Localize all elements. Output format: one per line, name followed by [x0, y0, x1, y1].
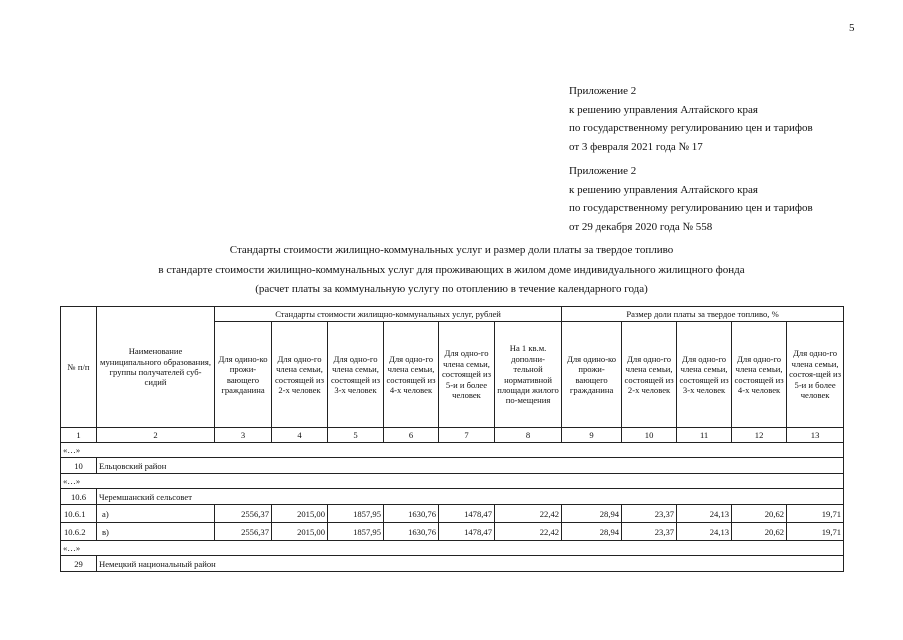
column-number: 3	[215, 428, 272, 443]
appendix-header-current	[569, 82, 813, 156]
column-number: 8	[495, 428, 562, 443]
appendix-line: по государственному регулированию цен и тарифов	[569, 122, 813, 134]
column-number: 7	[439, 428, 495, 443]
appendix-line: от 3 февраля 2021 года № 17	[569, 140, 703, 153]
table-row	[61, 505, 844, 523]
cell-value: 22,42	[495, 523, 562, 541]
council-row	[61, 489, 844, 505]
cell-value: 2556,37	[215, 505, 272, 523]
ellipsis-row	[61, 474, 844, 489]
header-std-family-4: Для одно-го члена семьи, состоящей из 4-х человек	[384, 322, 439, 428]
header-share-family-2: Для одно-го члена семьи, состоящей из 2-х человек	[622, 322, 677, 428]
cell-value: 2015,00	[272, 505, 328, 523]
standards-table	[60, 306, 844, 572]
header-share-family-4: Для одно-го члена семьи, состоящей из 4-х человек	[732, 322, 787, 428]
header-share-group: Размер доли платы за твердое топливо, %	[562, 307, 844, 322]
cell-value: 1857,95	[328, 505, 384, 523]
row-group: а)	[97, 505, 215, 523]
header-number: № п/п	[61, 307, 97, 428]
header-std-family-5plus: Для одно-го члена семьи, состоящей из 5-и и более человек	[439, 322, 495, 428]
district-row	[61, 556, 844, 572]
column-number: 2	[97, 428, 215, 443]
cell-value: 19,71	[787, 505, 844, 523]
column-number-row	[61, 428, 844, 443]
cell-value: 1630,76	[384, 505, 439, 523]
row-code: 10.6.2	[61, 523, 97, 541]
document-title	[60, 241, 843, 300]
column-number: 1	[61, 428, 97, 443]
row-code: 10.6.1	[61, 505, 97, 523]
ellipsis-mark: «…»	[61, 541, 844, 556]
ellipsis-mark: «…»	[61, 443, 844, 458]
appendix-line: к решению управления Алтайского края	[569, 183, 758, 196]
cell-value: 2015,00	[272, 523, 328, 541]
cell-value: 23,37	[622, 523, 677, 541]
column-number: 13	[787, 428, 844, 443]
title-line: (расчет платы за коммунальную услугу по отоплению в течение календарного года)	[255, 283, 648, 295]
appendix-line: Приложение 2	[569, 85, 637, 97]
district-code: 29	[61, 556, 97, 572]
header-std-single: Для одино-ко прожи-вающего гражданина	[215, 322, 272, 428]
appendix-line: по государственному регулированию цен и тарифов	[569, 202, 813, 214]
appendix-header-previous	[569, 162, 813, 236]
district-name: Ельцовский район	[97, 458, 844, 474]
cell-value: 22,42	[495, 505, 562, 523]
council-code: 10.6	[61, 489, 97, 505]
header-standards-group: Стандарты стоимости жилищно-коммунальных услуг, рублей	[215, 307, 562, 322]
header-share-family-5plus: Для одно-го члена семьи, состоя-щей из 5-и и более человек	[787, 322, 844, 428]
cell-value: 28,94	[562, 523, 622, 541]
row-group: в)	[97, 523, 215, 541]
column-number: 9	[562, 428, 622, 443]
cell-value: 24,13	[677, 505, 732, 523]
cell-value: 2556,37	[215, 523, 272, 541]
cell-value: 1478,47	[439, 523, 495, 541]
district-code: 10	[61, 458, 97, 474]
cell-value: 1630,76	[384, 523, 439, 541]
council-name: Черемшанский сельсовет	[97, 489, 844, 505]
header-std-family-2: Для одно-го члена семьи, состоящей из 2-х человек	[272, 322, 328, 428]
title-line: в стандарте стоимости жилищно-коммунальных услуг для проживающих в жилом доме индивидуального жилищного фонда	[158, 263, 745, 276]
appendix-line: от 29 декабря 2020 года № 558	[569, 220, 713, 233]
cell-value: 23,37	[622, 505, 677, 523]
appendix-line: к решению управления Алтайского края	[569, 103, 758, 116]
cell-value: 20,62	[732, 523, 787, 541]
header-std-family-3: Для одно-го члена семьи, состоящей из 3-х человек	[328, 322, 384, 428]
header-std-per-sqm: На 1 кв.м. дополни-тельной нормативной площади жилого по-мещения	[495, 322, 562, 428]
header-share-single: Для одино-ко прожи-вающего гражданина	[562, 322, 622, 428]
cell-value: 1478,47	[439, 505, 495, 523]
column-number: 4	[272, 428, 328, 443]
cell-value: 20,62	[732, 505, 787, 523]
cell-value: 28,94	[562, 505, 622, 523]
cell-value: 24,13	[677, 523, 732, 541]
cell-value: 19,71	[787, 523, 844, 541]
column-number: 12	[732, 428, 787, 443]
district-name: Немецкий национальный район	[97, 556, 844, 572]
table-row	[61, 523, 844, 541]
ellipsis-mark: «…»	[61, 474, 844, 489]
page-number: 5	[849, 22, 855, 34]
column-number: 11	[677, 428, 732, 443]
column-number: 5	[328, 428, 384, 443]
header-share-family-3: Для одно-го члена семьи, состоящей из 3-х человек	[677, 322, 732, 428]
ellipsis-row	[61, 443, 844, 458]
cell-value: 1857,95	[328, 523, 384, 541]
district-row	[61, 458, 844, 474]
appendix-line: Приложение 2	[569, 165, 637, 177]
title-line: Стандарты стоимости жилищно-коммунальных услуг и размер доли платы за твердое топливо	[229, 244, 674, 256]
ellipsis-row	[61, 541, 844, 556]
column-number: 6	[384, 428, 439, 443]
column-number: 10	[622, 428, 677, 443]
header-municipality: Наименование муниципального образования, группы получателей суб-сидий	[97, 307, 215, 428]
